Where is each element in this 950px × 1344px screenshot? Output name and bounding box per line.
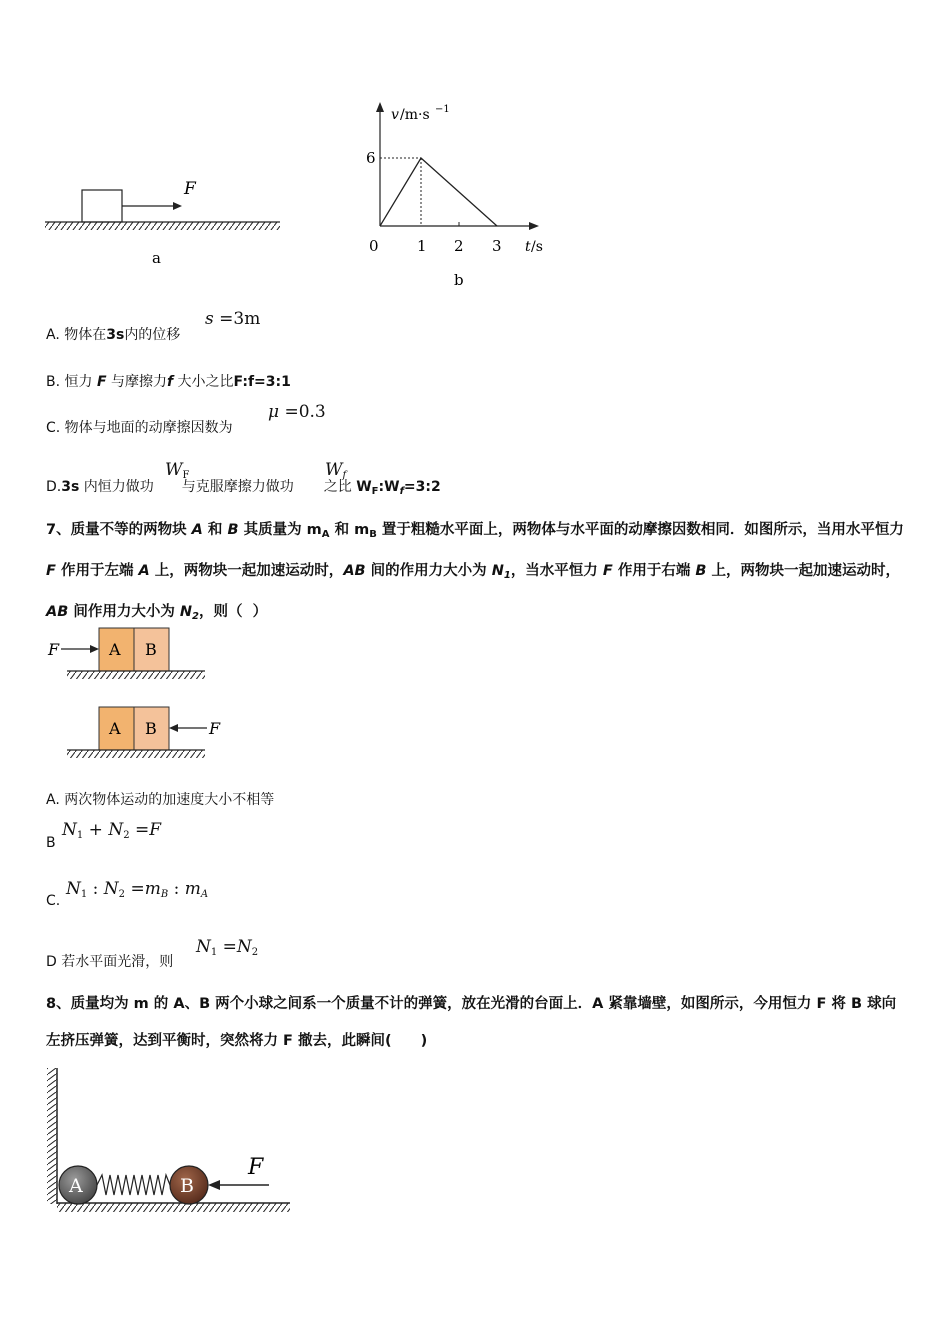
x-tick-2: 2 bbox=[454, 237, 464, 255]
q7-option-b-label: B bbox=[46, 835, 56, 851]
y-tick-6: 6 bbox=[366, 149, 376, 167]
q7-option-c-label: C. bbox=[46, 893, 61, 909]
figure-b-vt-graph bbox=[355, 100, 565, 295]
velocity-line bbox=[380, 158, 497, 226]
q7-stem: 7、质量不等的两物块 A 和 B 其质量为 $m_A$ 和 $m_B$ 置于粗糙水平面上，两物体与水平面的动摩擦因数相同．如图所示，当用水平恒力 F 作用于左端 A 上，两物块一起加速运动时，AB 间的作用力大小为 $N_1$，当水平恒力 F 作用于右端 B 上，两物块一起加速运动时，AB 间作用力大小为 $N_2$，则（ ） bbox=[46, 522, 904, 622]
q6-option-b: B. 恒力 F 与摩擦力f 大小之比F:f=3:1 bbox=[46, 374, 291, 390]
block-b-label: B bbox=[145, 640, 157, 659]
force-label: F bbox=[184, 179, 196, 199]
wall-hatch bbox=[47, 1068, 57, 1204]
x-tick-3: 3 bbox=[492, 237, 502, 255]
block-b-label: B bbox=[145, 719, 157, 738]
ground-hatch bbox=[57, 1203, 290, 1212]
caption-a: a bbox=[152, 249, 161, 267]
q6-option-c-math: μ =0.3 bbox=[268, 402, 326, 422]
q6-option-d-wf: $W_F$ bbox=[165, 460, 190, 481]
q7-option-c-math: $N_1$ : $N_2 =m_B$ : $m_A$ bbox=[66, 879, 209, 900]
force-label: F bbox=[48, 640, 60, 659]
q7-figure-2 bbox=[45, 704, 235, 764]
ball-a-label: A bbox=[69, 1175, 83, 1197]
q8-figure bbox=[40, 1062, 300, 1222]
q6-option-d-wfric: $W_f$ bbox=[325, 460, 347, 481]
q8-stem: 8、质量均为 m 的 A、B 两个小球之间系一个质量不计的弹簧，放在光滑的台面上．A 紧靠墙壁，如图所示，今用恒力 F 将 B 球向左挤压弹簧，达到平衡时，突然将力 F 撤去，此瞬间( ) bbox=[46, 996, 897, 1049]
q7-option-d-math: $N_1 =N_2$ bbox=[196, 937, 259, 958]
q6-option-c: C. 物体与地面的动摩擦因数为 bbox=[46, 420, 233, 436]
figure-a bbox=[40, 170, 290, 270]
caption-b: b bbox=[454, 271, 464, 289]
block-a-label: A bbox=[109, 719, 121, 738]
svg-text:/m·s: /m·s bbox=[400, 107, 430, 123]
block-a-label: A bbox=[109, 640, 121, 659]
y-axis-exp: −1 bbox=[435, 104, 450, 115]
q7-option-b-math: $N_1 + N_2 =F$ bbox=[62, 820, 162, 841]
block bbox=[82, 190, 122, 222]
svg-text:/s: /s bbox=[531, 239, 543, 255]
y-axis-label: v bbox=[391, 107, 399, 123]
x-tick-0: 0 bbox=[369, 237, 379, 255]
spring bbox=[97, 1175, 170, 1195]
x-tick-1: 1 bbox=[417, 237, 427, 255]
ball-b-label: B bbox=[180, 1175, 194, 1197]
q6-option-a-math: s =3m bbox=[205, 309, 261, 329]
force-label: F bbox=[209, 719, 221, 738]
q7-option-d-label: D 若水平面光滑，则 bbox=[46, 954, 174, 970]
q7-option-a: A. 两次物体运动的加速度大小不相等 bbox=[46, 792, 275, 808]
force-label: F bbox=[248, 1155, 264, 1180]
q7-figure-1 bbox=[45, 625, 225, 685]
x-axis-label: t bbox=[525, 239, 531, 255]
ground-hatch bbox=[45, 222, 280, 230]
q6-option-a: A. 物体在3s内的位移 bbox=[46, 327, 181, 343]
q6-option-d: D.3s 内恒力做功 与克服摩擦力做功 之比 $W_F:W_f=3:2$ bbox=[46, 479, 441, 497]
